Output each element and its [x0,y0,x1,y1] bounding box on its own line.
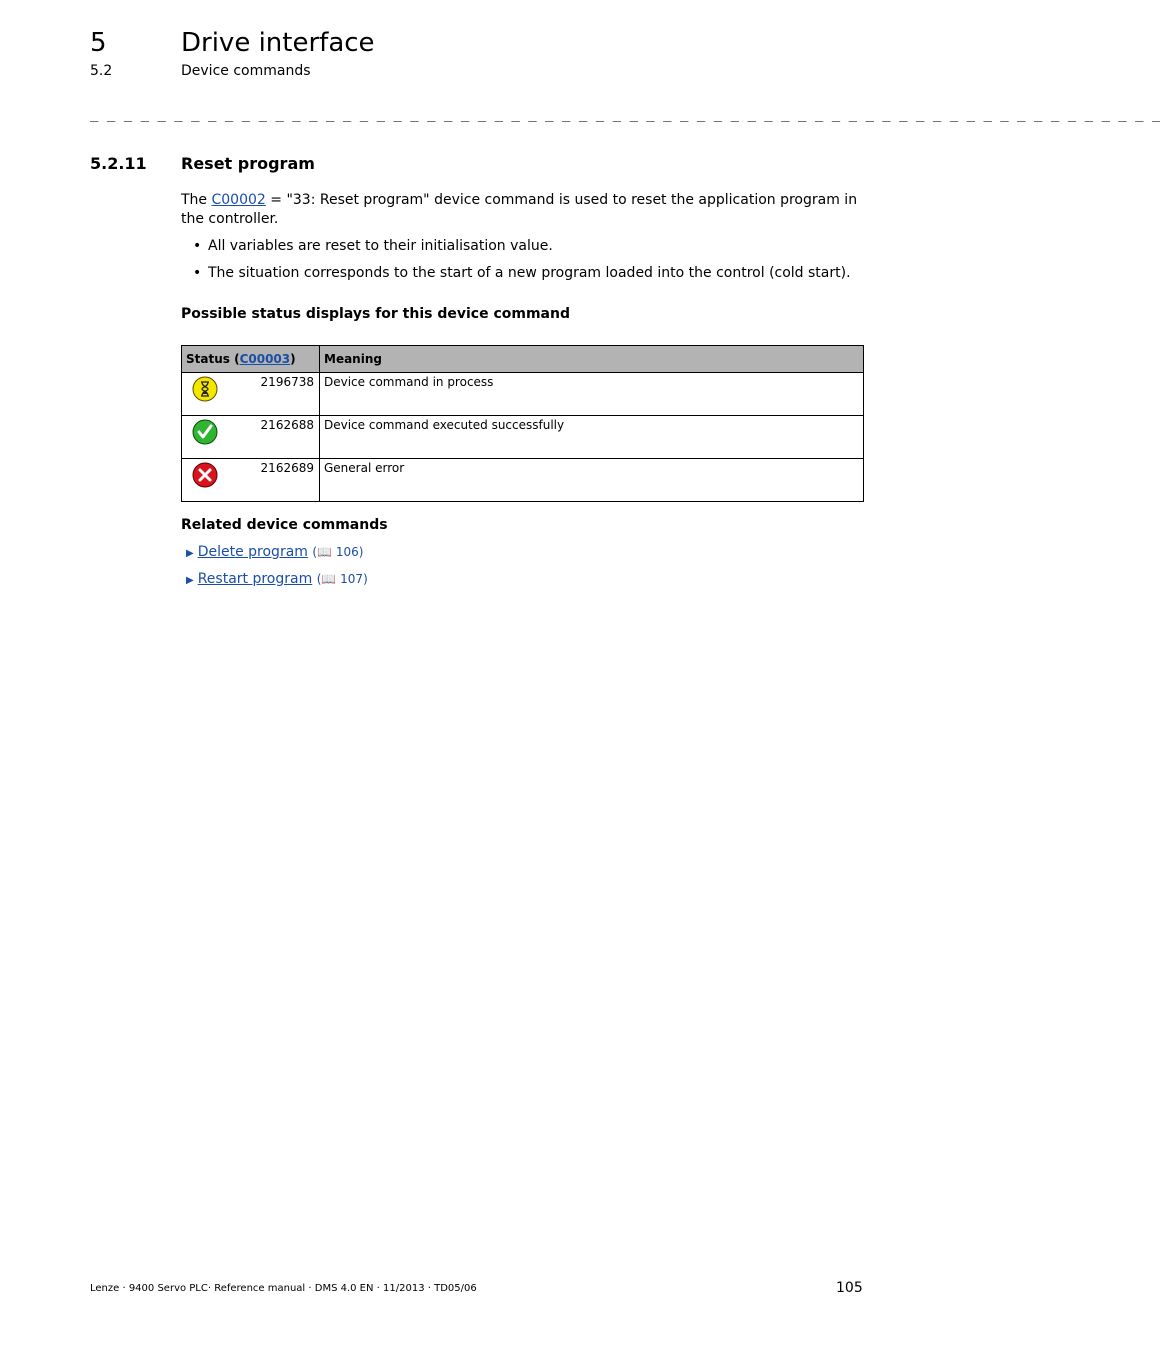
ref-close: ) [363,572,368,586]
c00002-link[interactable]: C00002 [211,192,266,208]
table-row [182,459,864,502]
chapter-title: Drive interface [181,28,375,58]
status-heading: Possible status displays for this device command [181,306,570,322]
delete-program-link[interactable]: Delete program [197,544,308,560]
status-column-header [182,346,320,373]
triangle-right-icon: ▶ [186,575,194,586]
subsection-number: 5.2.11 [90,154,147,173]
related-item-restart [186,571,368,587]
chapter-number: 5 [90,28,107,58]
c00003-link[interactable]: C00003 [239,352,291,366]
status-code: 2162689 [228,459,320,502]
bullet-list [193,237,873,291]
page-reference[interactable] [317,572,368,586]
table-row [182,373,864,416]
status-meaning: General error [320,459,864,502]
book-icon: 📖 [321,572,337,586]
hourglass-icon [192,376,218,402]
section-number: 5.2 [90,63,113,79]
table-header-row [182,346,864,373]
ref-page: 107 [340,572,364,586]
bullet-item: • The situation corresponds to the start of a new program loaded into the control (cold start). [193,264,873,291]
ref-open: ( [312,545,318,559]
table-row [182,416,864,459]
header-divider: _ _ _ _ _ _ _ _ _ _ _ _ _ _ _ _ _ _ _ _ _ _ _ _ _ _ _ _ _ _ _ _ _ _ _ _ _ _ _ _ _ _ _ _ _ _ _ _ _ _ _ _ _ _ _ _ _ _ _ _ _ _ _ _ [90,106,1160,122]
status-icon-cell [182,416,229,459]
triangle-right-icon: ▶ [186,548,194,559]
status-icon-cell [182,373,229,416]
status-icon-cell [182,459,229,502]
error-x-icon [192,462,218,488]
status-table [181,345,864,502]
status-meaning: Device command executed successfully [320,416,864,459]
page-number: 105 [836,1280,863,1296]
book-icon: 📖 [317,545,333,559]
related-item-delete [186,544,363,560]
meaning-column-header: Meaning [320,346,864,373]
footer-text: Lenze · 9400 Servo PLC· Reference manual · DMS 4.0 EN · 11/2013 · TD05/06 [90,1283,477,1294]
ref-close: ) [358,545,364,559]
section-title: Device commands [181,63,311,79]
intro-suffix: = "33: Reset program" device command is used to reset the application program in the controller. [181,192,858,227]
page-reference[interactable] [312,545,363,559]
status-code: 2196738 [228,373,320,416]
intro-paragraph [181,191,866,229]
related-heading: Related device commands [181,517,388,533]
restart-program-link[interactable]: Restart program [197,571,313,587]
status-code: 2162688 [228,416,320,459]
status-header-suffix: ) [290,352,296,366]
subsection-title: Reset program [181,154,315,173]
checkmark-icon [192,419,218,445]
bullet-item: • All variables are reset to their initialisation value. [193,237,873,264]
ref-open: ( [316,572,322,586]
status-meaning: Device command in process [320,373,864,416]
intro-prefix: The [181,192,212,208]
ref-page: 106 [335,545,359,559]
status-header-prefix: Status ( [186,352,240,366]
